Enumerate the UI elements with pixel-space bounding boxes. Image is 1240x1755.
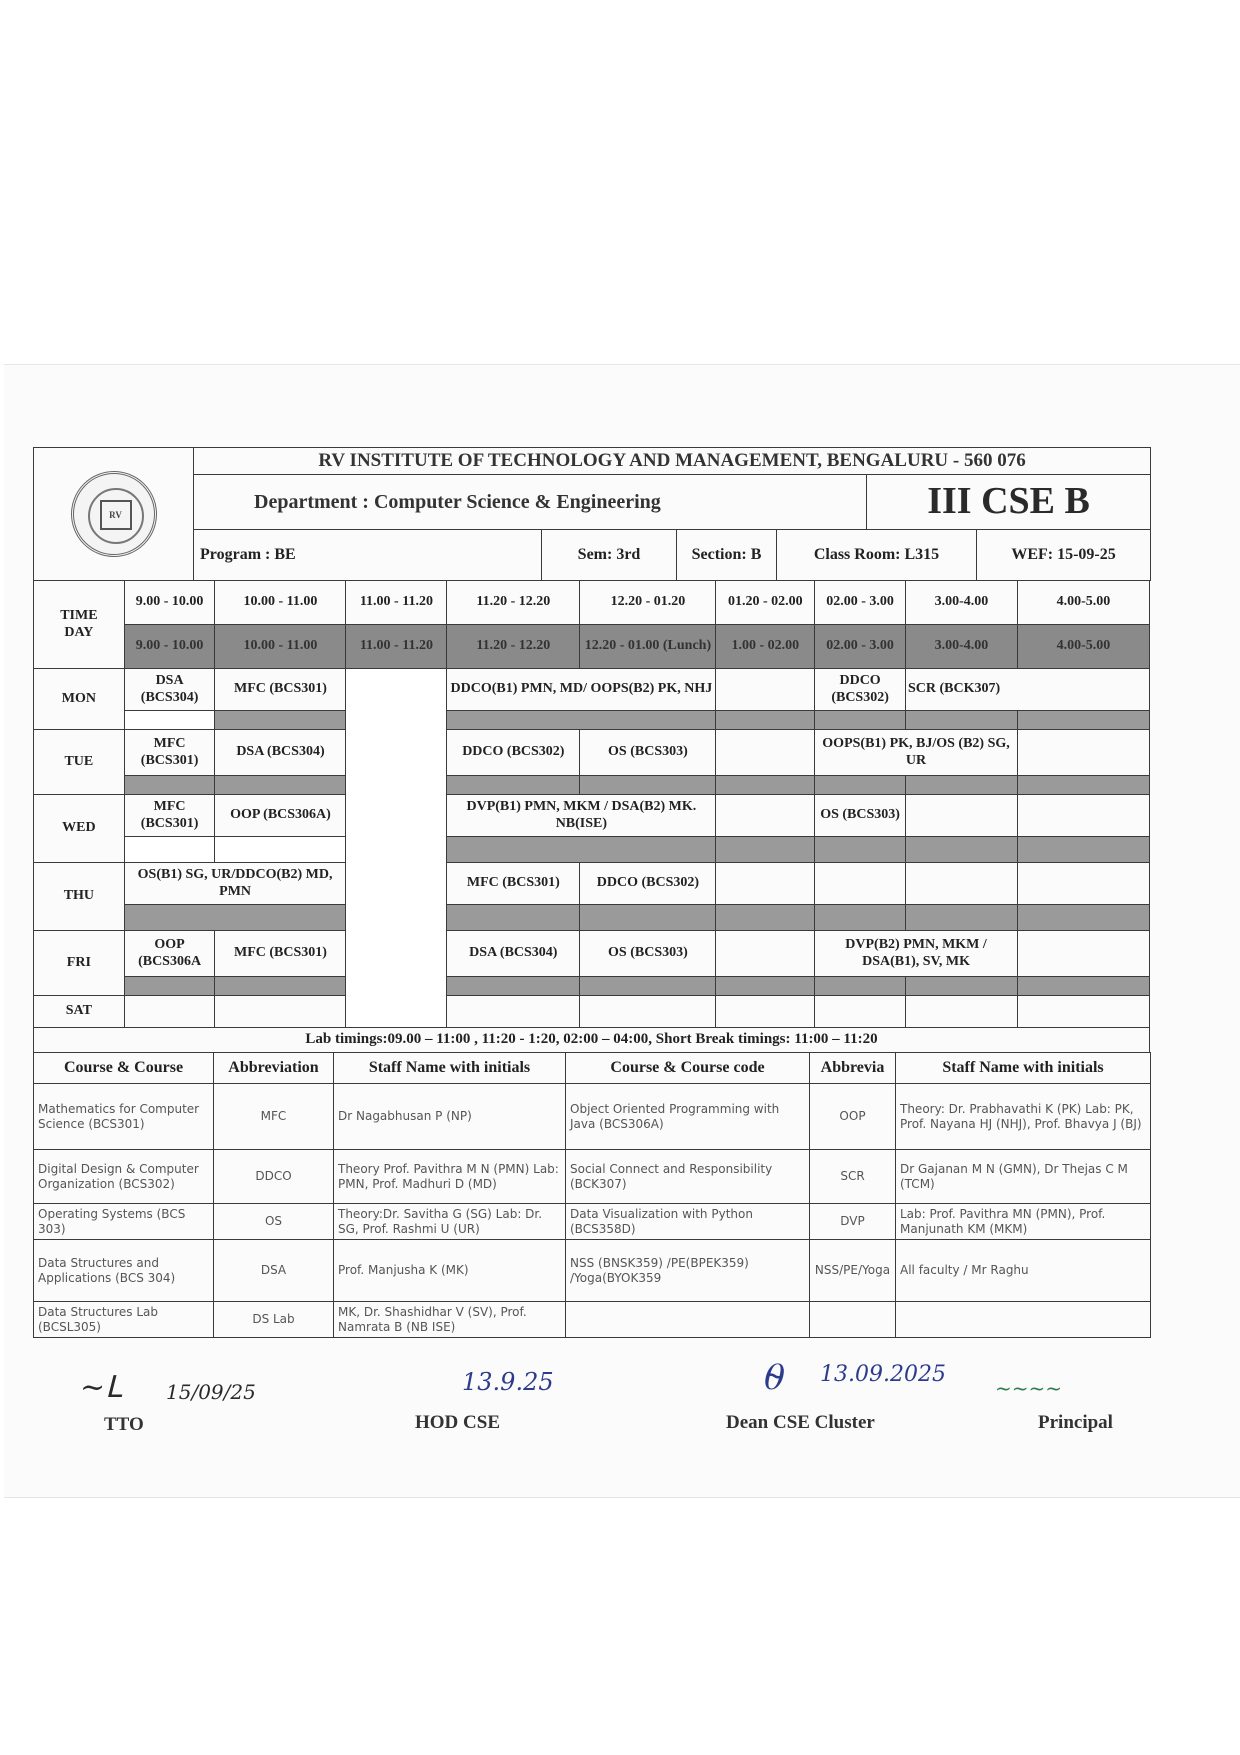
cell [716,795,815,837]
slot-header: 9.00 - 10.00 [124,581,215,625]
cell [1017,795,1149,837]
cell: OOPS(B1) PK, BJ/OS (B2) SG, UR [815,730,1018,776]
slot-header-alt: 10.00 - 11.00 [215,625,346,669]
slot-header: 12.20 - 01.20 [580,581,716,625]
slot-header: 11.00 - 11.20 [346,581,447,625]
hod-label: HOD CSE [415,1412,500,1433]
wef-label: WEF: 15-09-25 [977,530,1151,581]
slot-header-alt: 1.00 - 02.00 [716,625,815,669]
cell: MFC (BCS301) [215,669,346,711]
class-name: III CSE B [867,475,1151,530]
cell: OOP (BCS306A [124,931,215,977]
cell: DVP(B1) PMN, MKM / DSA(B2) MK. NB(ISE) [447,795,716,837]
slot-header: 01.20 - 02.00 [716,581,815,625]
cell [1017,931,1149,977]
program-label: Program : BE [194,530,542,581]
slot-header: 3.00-4.00 [905,581,1017,625]
cell: SCR (BCK307) [905,669,1149,711]
legend-header: Staff Name with initials [334,1053,566,1084]
tto-date: 15/09/25 [166,1380,256,1404]
legend-row: Data Structures Lab (BCSL305) DS Lab MK, Dr. Shashidhar V (SV), Prof. Namrata B (NB ISE) [34,1302,1151,1338]
principal-label: Principal [1038,1412,1113,1433]
tto-label: TTO [104,1414,144,1435]
slot-header-alt: 02.00 - 3.00 [815,625,906,669]
timetable-document [33,447,1150,1338]
legend-row: Mathematics for Computer Science (BCS301) MFC Dr Nagabhusan P (NP) Object Oriented Programming with Java (BCS306A) OOP Theory: Dr. Prabhavathi K (PK) Lab: PK, Prof. Nayana HJ (NHJ), Prof. Bhavya J (BJ) [34,1084,1151,1150]
cell [1017,730,1149,776]
cell [716,669,815,711]
cell: OOP (BCS306A) [215,795,346,837]
time-day-cell: TIME DAY [34,581,125,669]
slot-header: 02.00 - 3.00 [815,581,906,625]
cell [815,863,906,905]
day-mon: MON [34,669,125,730]
dean-label: Dean CSE Cluster [726,1412,875,1433]
dean-signature: ⍬ [760,1354,783,1398]
legend-header: Abbreviation [214,1053,334,1084]
dean-date: 13.09.2025 [820,1362,946,1387]
cell: OS (BCS303) [580,730,716,776]
sem-label: Sem: 3rd [542,530,677,581]
cell: MFC (BCS301) [215,931,346,977]
cell: DDCO (BCS302) [447,730,580,776]
hod-date: 13.9.25 [462,1368,554,1396]
principal-signature: ~~~~ [995,1376,1063,1400]
institute-logo: RV [71,471,157,557]
cell: DSA (BCS304) [124,669,215,711]
legend-row: Digital Design & Computer Organization (BCS302) DDCO Theory Prof. Pavithra M N (PMN) Lab: PMN, Prof. Madhuri D (MD) Social Connect and Responsibility (BCK307) SCR Dr Gajanan M N (GMN), Dr Thejas C M (TCM) [34,1150,1151,1204]
cell: MFC (BCS301) [124,795,215,837]
cell: DDCO (BCS302) [815,669,906,711]
slot-header: 11.20 - 12.20 [447,581,580,625]
cell [716,931,815,977]
day-fri: FRI [34,931,125,996]
legend-row: Data Structures and Applications (BCS 304) DSA Prof. Manjusha K (MK) NSS (BNSK359) /PE(BPEK359) /Yoga(BYOK359 NSS/PE/Yoga All faculty / Mr Raghu [34,1240,1151,1302]
cell: DSA (BCS304) [447,931,580,977]
course-legend [33,1052,1151,1338]
day-sat: SAT [34,996,125,1028]
cell: OS (BCS303) [815,795,906,837]
cell: MFC (BCS301) [447,863,580,905]
cell: DDCO(B1) PMN, MD/ OOPS(B2) PK, NHJ [447,669,716,711]
day-wed: WED [34,795,125,863]
section-label: Section: B [677,530,777,581]
slot-header-alt: 4.00-5.00 [1017,625,1149,669]
lab-timings-note: Lab timings:09.00 – 11:00 , 11:20 - 1:20, 02:00 – 04:00, Short Break timings: 11:00 – 11:20 [34,1028,1150,1053]
cell: DSA (BCS304) [215,730,346,776]
legend-row: Operating Systems (BCS 303) OS Theory:Dr. Savitha G (SG) Lab: Dr. SG, Prof. Rashmi U (UR) Data Visualization with Python (BCS358D) DVP Lab: Prof. Pavithra MN (PMN), Prof. Manjunath KM (MKM) [34,1204,1151,1240]
timetable-grid [33,580,1150,1053]
cell [1017,863,1149,905]
room-label: Class Room: L315 [777,530,977,581]
cell: OS(B1) SG, UR/DDCO(B2) MD, PMN [124,863,346,905]
institute-name: RV INSTITUTE OF TECHNOLOGY AND MANAGEMENT, BENGALURU - 560 076 [194,448,1151,475]
break-column [346,669,447,1028]
legend-header: Course & Course [34,1053,214,1084]
legend-header: Staff Name with initials [896,1053,1151,1084]
cell: DDCO (BCS302) [580,863,716,905]
header-table [33,447,1151,581]
logo-cell [34,448,194,581]
cell [905,863,1017,905]
slot-header: 10.00 - 11.00 [215,581,346,625]
cell [905,795,1017,837]
department-name: Department : Computer Science & Engineering [194,475,867,530]
cell: MFC (BCS301) [124,730,215,776]
tto-signature: ~ᒪ [80,1370,122,1405]
slot-header-alt: 11.20 - 12.20 [447,625,580,669]
day-thu: THU [34,863,125,931]
slot-header: 4.00-5.00 [1017,581,1149,625]
slot-header-alt: 11.00 - 11.20 [346,625,447,669]
signature-block [0,1354,1240,1440]
cell: DVP(B2) PMN, MKM / DSA(B1), SV, MK [815,931,1018,977]
legend-header: Abbrevia [810,1053,896,1084]
cell [716,863,815,905]
slot-header-alt: 3.00-4.00 [905,625,1017,669]
day-tue: TUE [34,730,125,795]
cell [716,730,815,776]
cell: OS (BCS303) [580,931,716,977]
slot-header-alt: 9.00 - 10.00 [124,625,215,669]
slot-header-alt: 12.20 - 01.00 (Lunch) [580,625,716,669]
legend-header: Course & Course code [566,1053,810,1084]
